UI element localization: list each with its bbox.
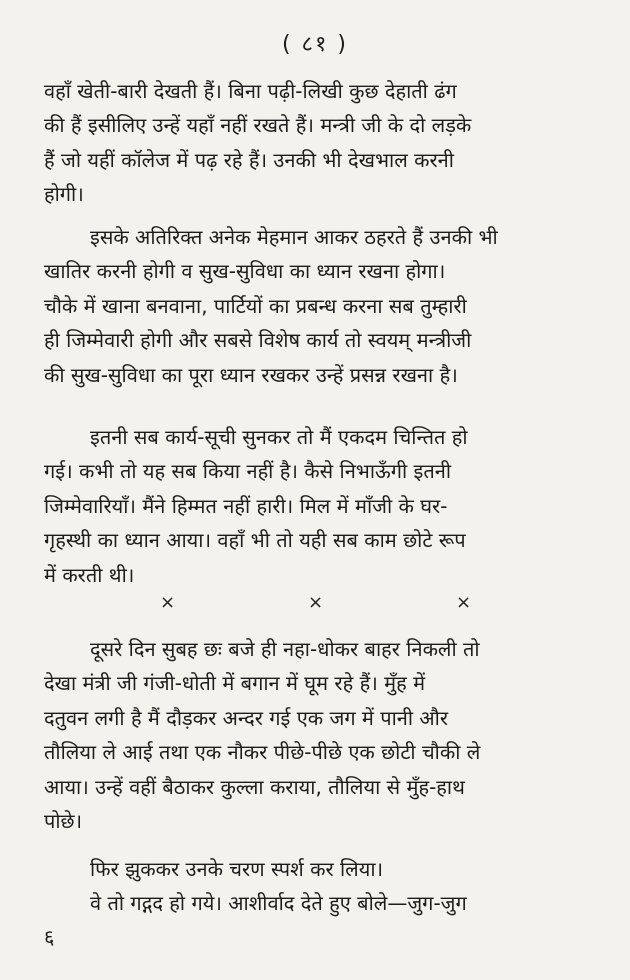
separator-mark: × xyxy=(456,592,472,613)
separator-mark: × xyxy=(308,592,324,613)
text-line: इसके अतिरिक्त अनेक मेहमान आकर ठहरते हैं उनकी भी xyxy=(90,225,498,249)
text-line: ६ xyxy=(44,925,55,950)
text-line: हैं जो यहीं कॉलेज में पढ़ रहे हैं। उनकी भी देखभाल करनी xyxy=(44,147,454,172)
paragraph-3 xyxy=(44,420,592,592)
text-line: चौके में खाना बनवाना, पार्टियों का प्रबन्ध करना सब तुम्हारी xyxy=(44,293,467,318)
text-line: की सुख-सुविधा का पूरा ध्यान रखकर उन्हें प्रसन्न रखना है। xyxy=(44,362,458,387)
page-number: ( ८१ ) xyxy=(281,32,349,57)
separator-mark: × xyxy=(160,592,176,613)
text-line: खातिर करनी होगी व सुख-सुविधा का ध्यान रखना होगा। xyxy=(44,259,446,284)
paragraph-1 xyxy=(44,74,592,212)
text-line: आया। उन्हें वहीं बैठाकर कुल्ला कराया, तौलिया से मुँह-हाथ xyxy=(44,774,465,799)
text-line: वे तो गद्गद हो गये। आशीर्वाद देते हुए बोले—जुग-जुग xyxy=(90,891,467,915)
section-separator xyxy=(0,592,630,622)
paragraph-5 xyxy=(44,852,592,886)
text-line: देखा मंत्री जी गंजी-धोती में बगान में घूम रहे हैं। मुँह में xyxy=(44,671,426,696)
text-line: की हैं इसीलिए उन्हें यहाँ नहीं रखते हैं। मन्त्री जी के दो लड़के xyxy=(44,113,472,138)
paragraph-4 xyxy=(44,632,592,838)
text-line: पोछे। xyxy=(44,809,83,834)
text-line: में करती थी। xyxy=(44,562,135,587)
text-line: गई। कभी तो यह सब किया नहीं है। कैसे निभाऊँगी इतनी xyxy=(44,459,452,484)
text-line: जिम्मेवारियाँ। मैंने हिम्मत नहीं हारी। मिल में माँजी के घर- xyxy=(44,493,448,518)
paragraph-6 xyxy=(44,886,592,955)
text-line: फिर झुककर उनके चरण स्पर्श कर लिया। xyxy=(90,857,384,881)
text-line: होगी। xyxy=(44,182,84,207)
text-line: दूसरे दिन सुबह छः बजे ही नहा-धोकर बाहर निकली तो xyxy=(90,637,480,661)
text-line: ही जिम्मेवारी होगी और सबसे विशेष कार्य तो स्वयम् मन्त्रीजी xyxy=(44,328,472,353)
text-line: गृहस्थी का ध्यान आया। वहाँ भी तो यही सब काम छोटे रूप xyxy=(44,528,466,553)
text-line: तौलिया ले आई तथा एक नौकर पीछे-पीछे एक छोटी चौकी ले xyxy=(44,740,481,765)
text-line: वहाँ खेती-बारी देखती हैं। बिना पढ़ी-लिखी कुछ देहाती ढंग xyxy=(44,79,457,103)
text-line: दतुवन लगी है मैं दौड़कर अन्दर गई एक जग में पानी और xyxy=(44,705,449,730)
text-line: इतनी सब कार्य-सूची सुनकर तो मैं एकदम चिन्तित हो xyxy=(90,425,468,449)
paragraph-2 xyxy=(44,220,592,392)
